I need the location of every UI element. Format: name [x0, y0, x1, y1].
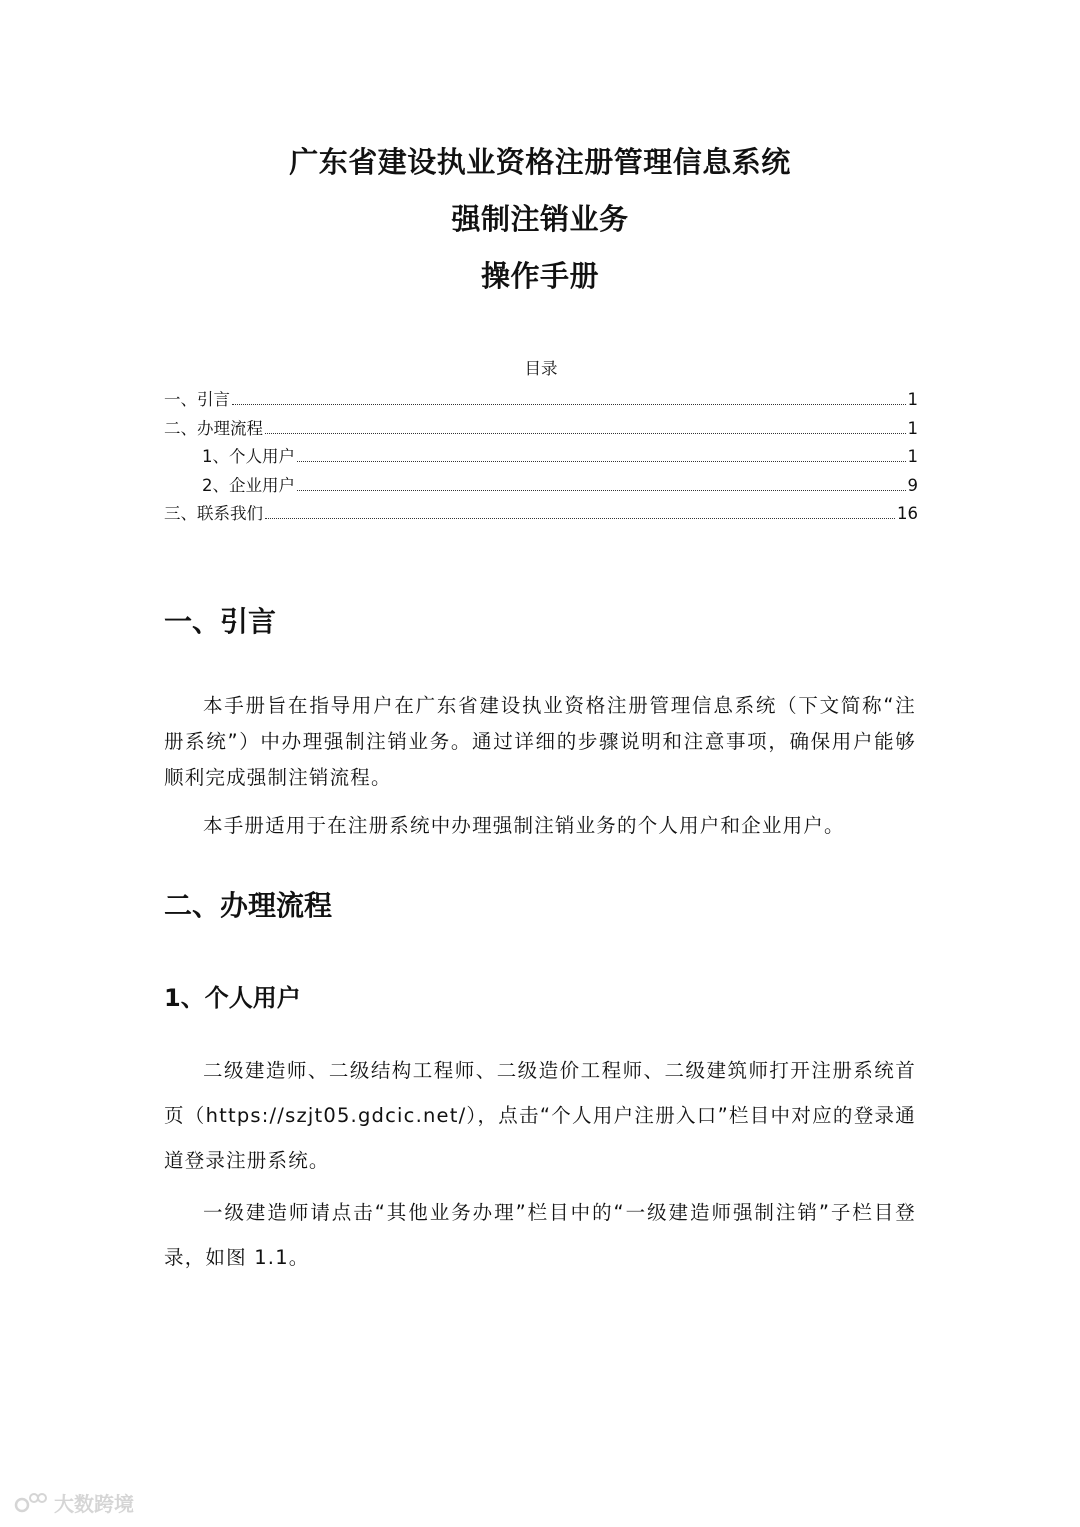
toc-item-process[interactable] — [164, 415, 918, 444]
toc-item-page: 1 — [907, 390, 918, 409]
section-heading-intro: 一、引言 — [164, 605, 277, 638]
intro-paragraph-2: 本手册适用于在注册系统中办理强制注销业务的个人用户和企业用户。 — [203, 814, 845, 837]
personal-paragraph-2: 一级建造师请点击“其他业务办理”栏目中的“一级建造师强制注销”子栏目登录，如图 1.1。 — [164, 1201, 916, 1269]
intro-paragraph-1: 本手册旨在指导用户在广东省建设执业资格注册管理信息系统（下文简称“注册系统”）中办理强制注销业务。通过详细的步骤说明和注意事项，确保用户能够顺利完成强制注销流程。 — [164, 694, 916, 789]
title-line-3: 操作手册 — [480, 259, 599, 293]
watermark-text: 大数跨境 — [54, 1492, 134, 1516]
toc-item-label: 一、引言 — [164, 390, 230, 409]
toc-leader-dots — [297, 489, 906, 491]
toc-leader-dots — [297, 460, 906, 462]
toc-leader-dots — [232, 403, 906, 405]
table-of-contents — [164, 354, 918, 529]
toc-leader-dots — [265, 517, 895, 519]
toc-item-page: 9 — [907, 475, 918, 495]
title-line-2: 强制注销业务 — [451, 202, 629, 236]
toc-leader-dots — [265, 432, 906, 434]
toc-item-page: 1 — [907, 418, 918, 438]
watermark — [14, 1488, 134, 1517]
toc-item-label: 2、企业用户 — [202, 475, 295, 495]
toc-item-label: 三、联系我们 — [164, 504, 263, 523]
toc-item-label: 1、个人用户 — [202, 447, 295, 466]
toc-item-intro[interactable] — [164, 386, 918, 415]
toc-item-personal[interactable] — [164, 443, 918, 472]
document-title — [0, 134, 1080, 305]
toc-item-enterprise[interactable] — [164, 472, 918, 501]
title-line-1: 广东省建设执业资格注册管理信息系统 — [289, 145, 791, 179]
toc-item-page: 1 — [907, 447, 918, 466]
section-heading-process: 二、办理流程 — [164, 889, 333, 922]
watermark-logo-icon — [14, 1490, 48, 1516]
personal-paragraph-1: 二级建造师、二级结构工程师、二级造价工程师、二级建筑师打开注册系统首页（https://szjt05.gdcic.net/），点击“个人用户注册入口”栏目中对应的登录通道登录注册系统。 — [164, 1059, 916, 1172]
toc-heading: 目录 — [524, 359, 558, 378]
subsection-heading-personal: 1、个人用户 — [164, 984, 301, 1012]
toc-item-label: 二、办理流程 — [164, 418, 263, 438]
toc-item-contact[interactable] — [164, 500, 918, 529]
toc-item-page: 16 — [897, 504, 918, 523]
